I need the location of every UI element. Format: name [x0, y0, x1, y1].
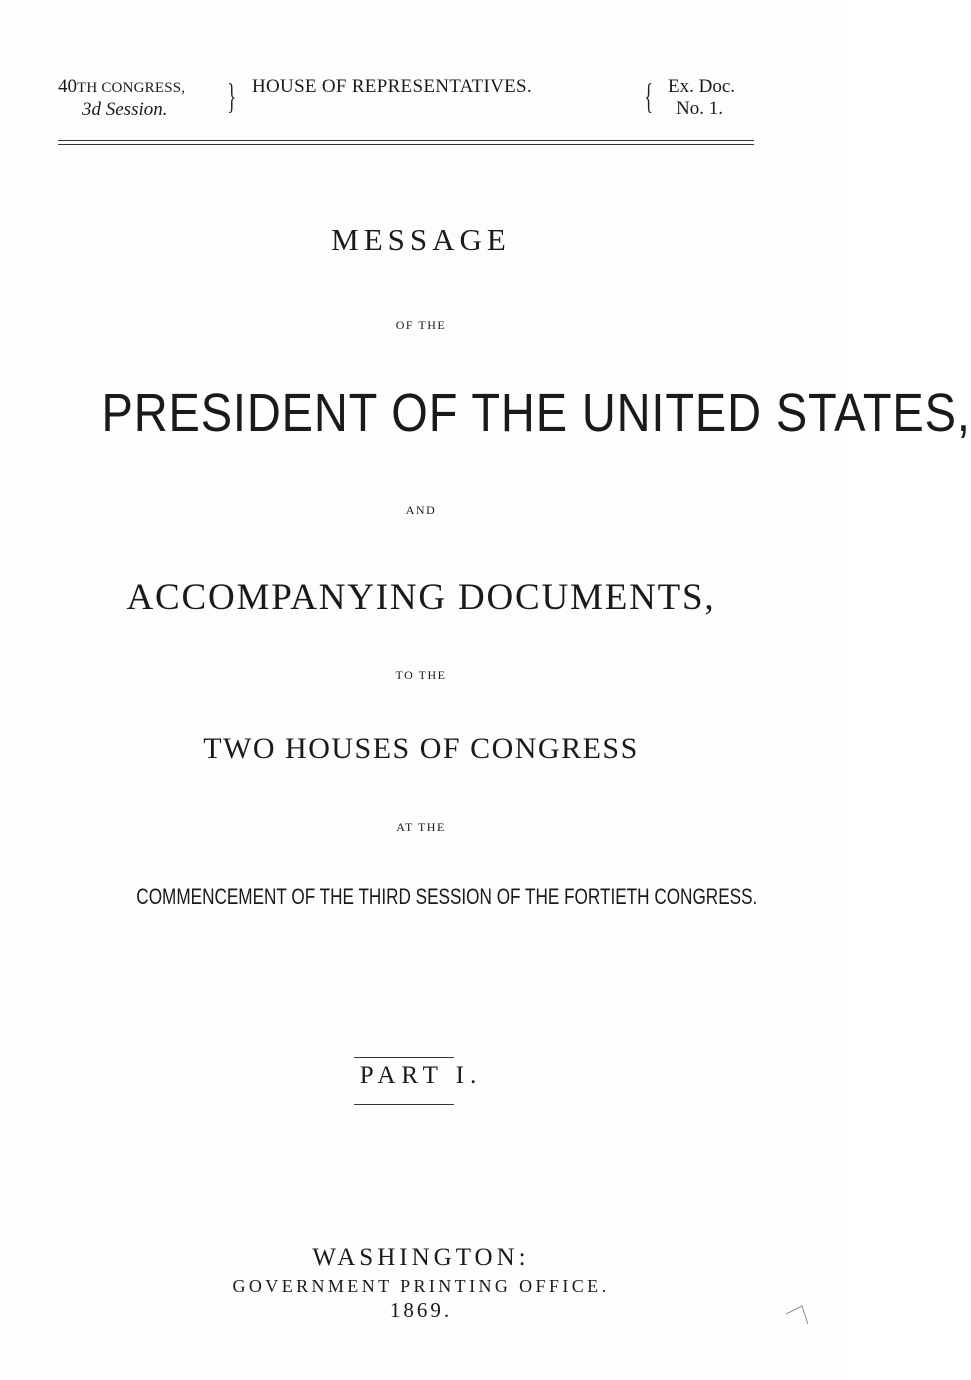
congress-session-block: [58, 76, 248, 121]
header-rule-top: [58, 140, 754, 141]
congress-number: 40: [58, 76, 77, 97]
doc-type-label: Ex. Doc.: [668, 76, 736, 97]
title-president: PRESIDENT OF THE UNITED STATES,: [101, 383, 971, 443]
part-label: PART I.: [359, 1062, 483, 1089]
right-brace: {: [644, 76, 653, 116]
page-mark-icon: [784, 1298, 814, 1328]
connector-at-the: AT THE: [396, 820, 446, 834]
header-rule-bottom: [58, 144, 754, 145]
title-message: MESSAGE: [331, 222, 511, 257]
page-header: [58, 76, 754, 132]
part-rule-top: [354, 1057, 454, 1058]
title-two-houses: TWO HOUSES OF CONGRESS: [203, 732, 639, 765]
session-label: 3d Session.: [82, 99, 168, 120]
doc-number-label: No. 1.: [676, 98, 723, 119]
document-number-block: [668, 76, 758, 120]
title-commencement: COMMENCEMENT OF THE THIRD SESSION OF THE FORTIETH CONGRESS.: [136, 884, 758, 909]
chamber-label: HOUSE OF REPRESENTATIVES.: [252, 76, 532, 97]
imprint-printer: GOVERNMENT PRINTING OFFICE.: [232, 1276, 610, 1296]
congress-label: [58, 76, 185, 97]
title-accompanying-documents: ACCOMPANYING DOCUMENTS,: [126, 577, 716, 618]
part-rule-bottom: [354, 1104, 454, 1105]
imprint-year: 1869.: [389, 1298, 453, 1322]
congress-word: TH CONGRESS,: [77, 80, 186, 96]
connector-of-the: OF THE: [395, 318, 447, 332]
left-brace: }: [227, 76, 236, 116]
imprint-city: WASHINGTON:: [312, 1244, 530, 1271]
connector-to-the: TO THE: [395, 668, 447, 682]
connector-and: AND: [405, 503, 437, 517]
